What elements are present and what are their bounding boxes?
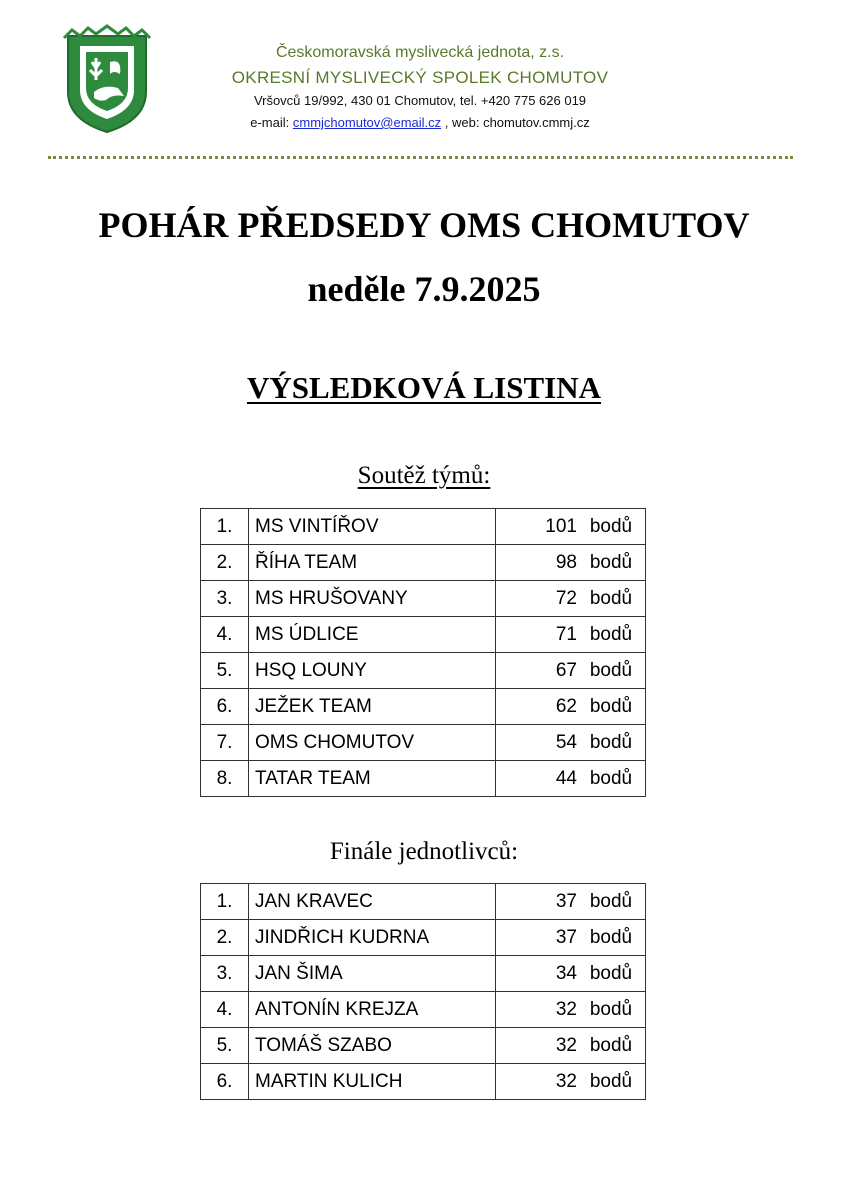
points-cell [496,689,646,725]
points-unit: bodů [589,1070,633,1092]
name-cell: TOMÁŠ SZABO [249,1028,496,1064]
rank-cell: 3. [201,956,249,992]
points-cell [496,725,646,761]
points-cell [496,581,646,617]
name-cell: MS HRUŠOVANY [249,581,496,617]
name-cell: JINDŘICH KUDRNA [249,920,496,956]
table-row [201,689,646,725]
table-row [201,509,646,545]
table-row [201,653,646,689]
points-cell [496,956,646,992]
rank-cell: 1. [201,509,249,545]
points-unit: bodů [589,962,633,984]
web-text: , web: chomutov.cmmj.cz [441,115,590,130]
rank-cell: 7. [201,725,249,761]
table-row [201,920,646,956]
event-date: neděle 7.9.2025 [307,269,541,309]
name-cell: JAN ŠIMA [249,956,496,992]
points-cell [496,992,646,1028]
points-cell [496,545,646,581]
table-row [201,1064,646,1100]
name-cell: OMS CHOMUTOV [249,725,496,761]
rank-cell: 5. [201,653,249,689]
org-address: Vršovců 19/992, 430 01 Chomutov, tel. +420 775 626 019 [253,93,587,108]
table-row [201,761,646,797]
points-value: 71 [555,623,577,645]
points-unit: bodů [589,551,633,573]
table-row [201,884,646,920]
points-value: 98 [555,551,577,573]
points-unit: bodů [589,623,633,645]
points-unit: bodů [589,695,633,717]
name-cell: JEŽEK TEAM [249,689,496,725]
points-value: 62 [555,695,577,717]
points-value: 32 [555,1034,577,1056]
table-row [201,992,646,1028]
table-row [201,725,646,761]
table-row [201,617,646,653]
name-cell: ŘÍHA TEAM [249,545,496,581]
points-cell [496,509,646,545]
table-row [201,545,646,581]
points-value: 67 [555,659,577,681]
points-unit: bodů [589,998,633,1020]
cmmj-logo [60,22,154,134]
teams-heading [0,462,848,490]
points-value: 37 [555,926,577,948]
name-cell: MS VINTÍŘOV [249,509,496,545]
org-name: Českomoravská myslivecká jednota, z.s. [275,44,565,61]
name-cell: HSQ LOUNY [249,653,496,689]
points-value: 32 [555,1070,577,1092]
header-divider [48,156,793,159]
points-unit: bodů [589,890,633,912]
points-unit: bodů [589,767,633,789]
table-row [201,956,646,992]
points-cell [496,617,646,653]
points-unit: bodů [589,731,633,753]
rank-cell: 6. [201,1064,249,1100]
points-unit: bodů [589,1034,633,1056]
points-value: 101 [545,515,577,537]
rank-cell: 8. [201,761,249,797]
event-title: POHÁR PŘEDSEDY OMS CHOMUTOV [98,205,750,245]
results-heading-text: VÝSLEDKOVÁ LISTINA [246,370,601,405]
individuals-heading: Finále jednotlivců: [329,838,519,865]
points-value: 44 [555,767,577,789]
points-cell [496,1064,646,1100]
rank-cell: 4. [201,617,249,653]
points-value: 72 [555,587,577,609]
rank-cell: 6. [201,689,249,725]
points-cell [496,653,646,689]
rank-cell: 2. [201,920,249,956]
points-value: 32 [555,998,577,1020]
individuals-table [200,883,646,1100]
teams-table [200,508,646,797]
name-cell: MS ÚDLICE [249,617,496,653]
name-cell: MARTIN KULICH [249,1064,496,1100]
rank-cell: 1. [201,884,249,920]
teams-heading-text: Soutěž týmů: [357,462,491,489]
rank-cell: 3. [201,581,249,617]
points-value: 37 [555,890,577,912]
email-prefix: e-mail: [250,115,293,130]
points-unit: bodů [589,587,633,609]
points-cell [496,1028,646,1064]
rank-cell: 2. [201,545,249,581]
points-cell [496,920,646,956]
email-link[interactable]: cmmjchomutov@email.cz [292,115,442,130]
points-unit: bodů [589,515,633,537]
name-cell: ANTONÍN KREJZA [249,992,496,1028]
results-heading [0,370,848,406]
points-value: 54 [555,731,577,753]
rank-cell: 4. [201,992,249,1028]
points-unit: bodů [589,659,633,681]
table-row [201,581,646,617]
name-cell: JAN KRAVEC [249,884,496,920]
points-value: 34 [555,962,577,984]
points-unit: bodů [589,926,633,948]
table-row [201,1028,646,1064]
rank-cell: 5. [201,1028,249,1064]
name-cell: TATAR TEAM [249,761,496,797]
points-cell [496,761,646,797]
org-contact [180,115,660,130]
org-subtitle: OKRESNÍ MYSLIVECKÝ SPOLEK CHOMUTOV [231,68,609,87]
points-cell [496,884,646,920]
